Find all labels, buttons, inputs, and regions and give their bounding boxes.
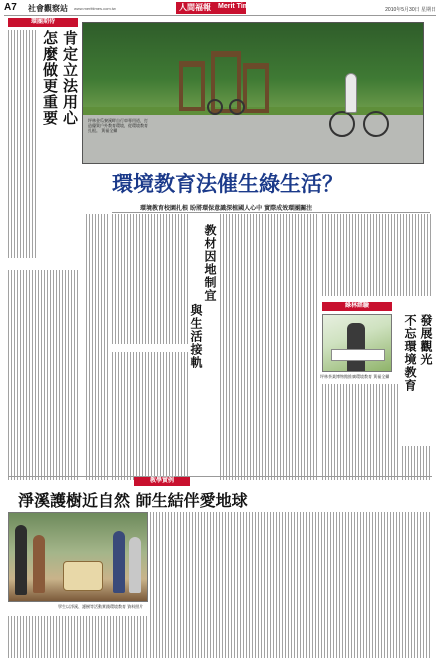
main-headline: 環境教育法催生綠生活？ [112, 172, 343, 196]
right-title-b: 不忘環境教育 [403, 314, 417, 392]
bottom-photo-caption: 學生以淨溪、護樹等活動實踐環境教育 資料照片 [58, 604, 144, 609]
middle-title-a: 教材因地制宜 [203, 224, 217, 302]
left-title-2: 怎麼做更重要 [41, 30, 59, 126]
right-title-a: 發展觀光 [419, 314, 433, 366]
middle-article-body [220, 214, 318, 480]
right-article-body [322, 384, 400, 480]
section-name: 社會觀察站 [28, 4, 68, 13]
bottom-headline: 淨溪護樹近自然 師生結伴愛地球 [18, 491, 248, 510]
bottom-divider [8, 476, 432, 477]
page-header [4, 2, 436, 16]
middle-title-b: 與生活接軌 [189, 304, 203, 369]
right-article-top [322, 214, 432, 296]
section-tag-left: 環團期待 [8, 18, 78, 27]
main-article-col-2 [112, 214, 188, 344]
right-article-body-2 [402, 446, 432, 480]
top-photo-caption: 坪林金瓜寮溪畔自行車專用道，打造優質戶外教育環境，從環境教育扎根。 黃福全攝 [88, 118, 148, 133]
ceremony-photo [8, 512, 148, 602]
section-tag-bottom: 教學實例 [134, 477, 190, 486]
left-title-1: 肯定立法用心 [61, 30, 79, 126]
main-subheadline: 環境教育校園扎根 盼將環保意識深植國人心中 實際成效環團關注 [140, 205, 313, 212]
main-article-col-3 [112, 352, 188, 480]
issue-date: 2010年5月30日 星期日 [385, 7, 436, 13]
site-url[interactable]: www.merittimes.com.tw [74, 6, 116, 11]
left-article-body-2 [8, 270, 80, 480]
left-article-body [8, 30, 38, 258]
right-photo-caption: 坪林茶業博物館推廣環境教育 黃福全攝 [320, 374, 390, 379]
page-number: A7 [4, 2, 17, 13]
main-article-col-1 [86, 214, 110, 480]
section-tag-right: 綠林經驗 [322, 302, 392, 311]
newspaper-logo: 人間福報 [176, 2, 246, 14]
newspaper-logo-en: Merit Times [218, 3, 257, 10]
bottom-article-body [150, 512, 432, 658]
divider [112, 212, 430, 213]
bottom-article-body-2 [8, 616, 148, 658]
tea-museum-photo [322, 314, 392, 372]
